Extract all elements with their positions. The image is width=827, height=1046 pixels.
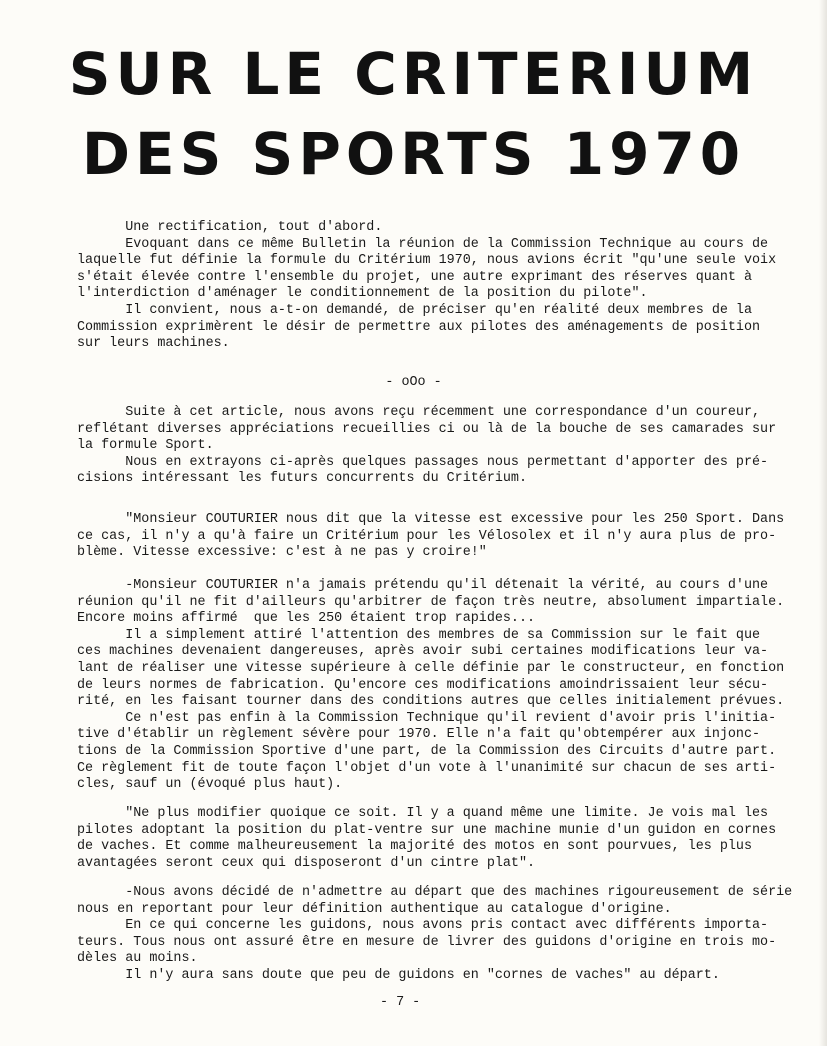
page-number: - 7 - <box>380 995 421 1010</box>
title-line-1: SUR LE CRITERIUM <box>68 40 759 108</box>
quote-guidons: "Ne plus modifier quoique ce soit. Il y a quand même une limite. Je vois mal les pilotes adoptant la position du plat-ventre sur une machine munie d'un guidon en cornes de vaches. Et comme malheureusement la majorité des motos en sont pourvues, les plus avantagées seront ceux qui disposeront d'un cintre plat". <box>77 806 777 871</box>
reply-guidons: -Nous avons décidé de n'admettre au départ que des machines rigoureusement de série nous en reportant pour leur définition authentique au catalogue d'origine. En ce qui concerne les guidons, nous avons pris contact avec différents importa- teurs. Tous nous ont assuré être en mesure de livrer des guidons d'origine en trois mo- dèles au moins. Il n'y aura sans doute que peu de guidons en "cornes de vaches" au départ. <box>77 885 793 983</box>
paragraph-correspondence: Suite à cet article, nous avons reçu récemment une correspondance d'un coureur, reflétant diverses appréciations recueillies ci ou là de la bouche de ses camarades sur la formule Sport. Nous en extrayons ci-après quelques passages nous permettant d'apporter des pré- cisions intéressant les futurs concurrents du Critérium. <box>77 405 777 487</box>
reply-couturier: -Monsieur COUTURIER n'a jamais prétendu qu'il détenait la vérité, au cours d'une réunion qu'il ne fit d'ailleurs qu'arbitrer de façon très neutre, absolument impartiale. Encore moins affirmé que les 250 étaient trop rapides... Il a simplement attiré l'attention des membres de sa Commission sur le fait que ces machines devenaient dangereuses, après avoir subi certaines modifications leur va- lant de réaliser une vitesse supérieure à celle définie par le constructeur, en fonction de leurs normes de fabrication. Qu'encore ces modifications amoindrissaient leur sécu- rité, en les faisant tourner dans des conditions autres que celles initialement prévues. Ce n'est pas enfin à la Commission Technique qu'il revient d'avoir pris l'initia- tive d'établir un règlement sévère pour 1970. Elle n'a fait qu'obtempérer aux injonc- tions de la Commission Sportive d'une part, de la Commission des Circuits d'autre part. Ce règlement fit de toute façon l'objet d'un vote à l'unanimité sur chacun de ses arti- cles, sauf un (évoqué plus haut). <box>77 578 785 793</box>
intro-paragraph: Une rectification, tout d'abord. Evoquant dans ce même Bulletin la réunion de la Commission Technique au cours de laquelle fut définie la formule du Critérium 1970, nous avions écrit "qu'une seule voix s'était élevée contre l'ensemble du projet, une autre exprimant des réserves quant à l'interdiction d'aménager le conditionnement de la position du pilote". Il convient, nous a-t-on demandé, de préciser qu'en réalité deux membres de la Commission exprimèrent le désir de permettre aux pilotes des aménagements de position sur leurs machines. <box>77 220 777 352</box>
quote-vitesse: "Monsieur COUTURIER nous dit que la vitesse est excessive pour les 250 Sport. Dans ce cas, il n'y a qu'à faire un Critérium pour les Vélosolex et il n'y aura plus de pro- blème. Vitesse excessive: c'est à ne pas y croire!" <box>77 512 785 561</box>
title-line-2: DES SPORTS 1970 <box>81 120 746 188</box>
section-separator: - oOo - <box>385 375 442 390</box>
